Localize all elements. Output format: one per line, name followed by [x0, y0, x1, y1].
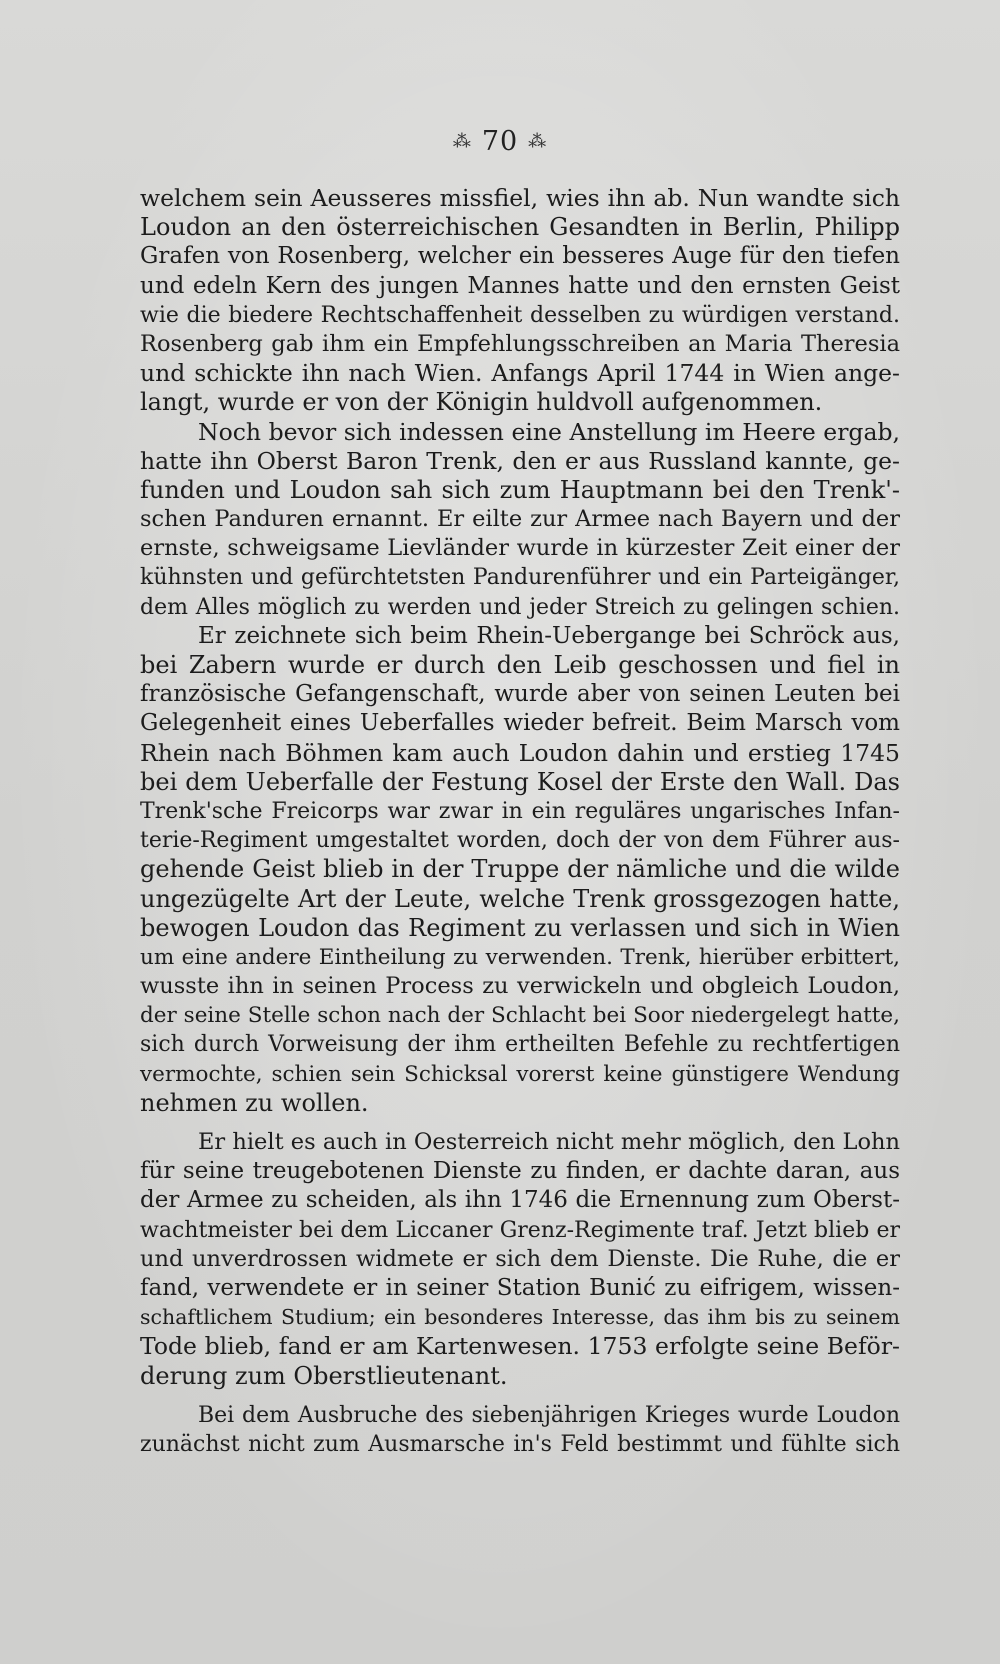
text-line: der seine Stelle schon nach der Schlacht bei Soor niedergelegt hatte,: [140, 1003, 900, 1029]
text-line: wie die biedere Rechtschaffenheit desselben zu würdigen verstand.: [140, 302, 900, 328]
text-line: kühnsten und gefürchtetsten Pandurenführer und ein Parteigänger,: [140, 565, 900, 591]
text-line: bei Zabern wurde er durch den Leib geschossen und fiel in: [140, 651, 900, 679]
text-line: wusste ihn in seinen Process zu verwickeln und obgleich Loudon,: [140, 973, 900, 1000]
text-line: Bei dem Ausbruche des siebenjährigen Krieges wurde Loudon: [198, 1402, 900, 1428]
paragraph-gap: [140, 1391, 900, 1401]
text-line: vermochte, schien sein Schicksal vorerst keine günstigere Wendung: [140, 1061, 900, 1087]
text-line: welchem sein Aeusseres missfiel, wies ihn ab. Nun wandte sich: [140, 184, 900, 212]
text-line: und unverdrossen widmete er sich dem Dienste. Die Ruhe, die er: [140, 1245, 900, 1272]
text-line: funden und Loudon sah sich zum Hauptmann bei den Trenk'-: [140, 475, 900, 504]
text-line: bewogen Loudon das Regiment zu verlassen und sich in Wien: [140, 913, 900, 942]
text-line: Gelegenheit eines Ueberfalles wieder befreit. Beim Marsch vom: [140, 710, 900, 737]
text-line: sich durch Vorweisung der ihm ertheilten Befehle zu rechtfertigen: [140, 1032, 900, 1058]
body-text: [140, 184, 900, 1459]
page-header: [0, 126, 1000, 157]
text-line: langt, wurde er von der Königin huldvoll aufgenommen.: [140, 388, 823, 417]
text-line: hatte ihn Oberst Baron Trenk, den er aus Russland kannte, ge-: [140, 446, 900, 475]
text-line: dem Alles möglich zu werden und jeder Streich zu gelingen schien.: [140, 594, 900, 620]
text-line: ernste, schweigsame Lievländer wurde in kürzester Zeit einer der: [140, 535, 900, 562]
text-line: nehmen zu wollen.: [140, 1088, 369, 1117]
ornament-left-icon: ⁂: [452, 131, 472, 152]
text-line: schaftlichem Studium; ein besonderes Interesse, das ihm bis zu seinem: [140, 1305, 900, 1330]
text-line: Loudon an den österreichischen Gesandten in Berlin, Philipp: [140, 213, 900, 242]
paragraph-gap: [140, 1118, 900, 1128]
ornament-right-icon: ⁂: [528, 131, 548, 152]
text-line: Grafen von Rosenberg, welcher ein besseres Auge für den tiefen: [140, 243, 900, 270]
text-line: um eine andere Eintheilung zu verwenden. Trenk, hierüber erbittert,: [140, 944, 900, 970]
text-line: derung zum Oberstlieutenant.: [140, 1361, 508, 1390]
text-line: Trenk'sche Freicorps war zwar in ein reguläres ungarisches Infan-: [140, 798, 900, 824]
text-line: Er zeichnete sich beim Rhein-Uebergange bei Schröck aus,: [198, 622, 900, 649]
text-line: der Armee zu scheiden, als ihn 1746 die Ernennung zum Oberst-: [140, 1187, 900, 1214]
text-line: fand, verwendete er in seiner Station Bunić zu eifrigem, wissen-: [140, 1274, 900, 1301]
text-line: Tode blieb, fand er am Kartenwesen. 1753 erfolgte seine Beför-: [140, 1332, 900, 1361]
text-line: und schickte ihn nach Wien. Anfangs April 1744 in Wien ange-: [140, 359, 900, 388]
text-line: für seine treugebotenen Dienste zu finden, er dachte daran, aus: [140, 1158, 900, 1185]
text-line: bei dem Ueberfalle der Festung Kosel der Erste den Wall. Das: [140, 767, 900, 796]
text-line: wachtmeister bei dem Liccaner Grenz-Regimente traf. Jetzt blieb er: [140, 1217, 900, 1243]
page-number: 70: [481, 126, 519, 157]
text-line: schen Panduren ernannt. Er eilte zur Armee nach Bayern und der: [140, 506, 900, 533]
text-line: und edeln Kern des jungen Mannes hatte und den ernsten Geist: [140, 272, 900, 299]
text-line: Er hielt es auch in Oesterreich nicht mehr möglich, den Lohn: [198, 1129, 900, 1155]
text-line: ungezügelte Art der Leute, welche Trenk grossgezogen hatte,: [140, 884, 900, 913]
text-line: gehende Geist blieb in der Truppe der nämliche und die wilde: [140, 855, 900, 884]
text-line: Rhein nach Böhmen kam auch Loudon dahin und erstieg 1745: [140, 738, 900, 767]
text-line: französische Gefangenschaft, wurde aber von seinen Leuten bei: [140, 681, 900, 708]
text-line: Rosenberg gab ihm ein Empfehlungsschreiben an Maria Theresia: [140, 330, 900, 357]
text-line: terie-Regiment umgestaltet worden, doch der von dem Führer aus-: [140, 828, 900, 854]
text-line: zunächst nicht zum Ausmarsche in's Feld bestimmt und fühlte sich: [140, 1431, 900, 1457]
text-line: Noch bevor sich indessen eine Anstellung im Heere ergab,: [198, 417, 900, 446]
